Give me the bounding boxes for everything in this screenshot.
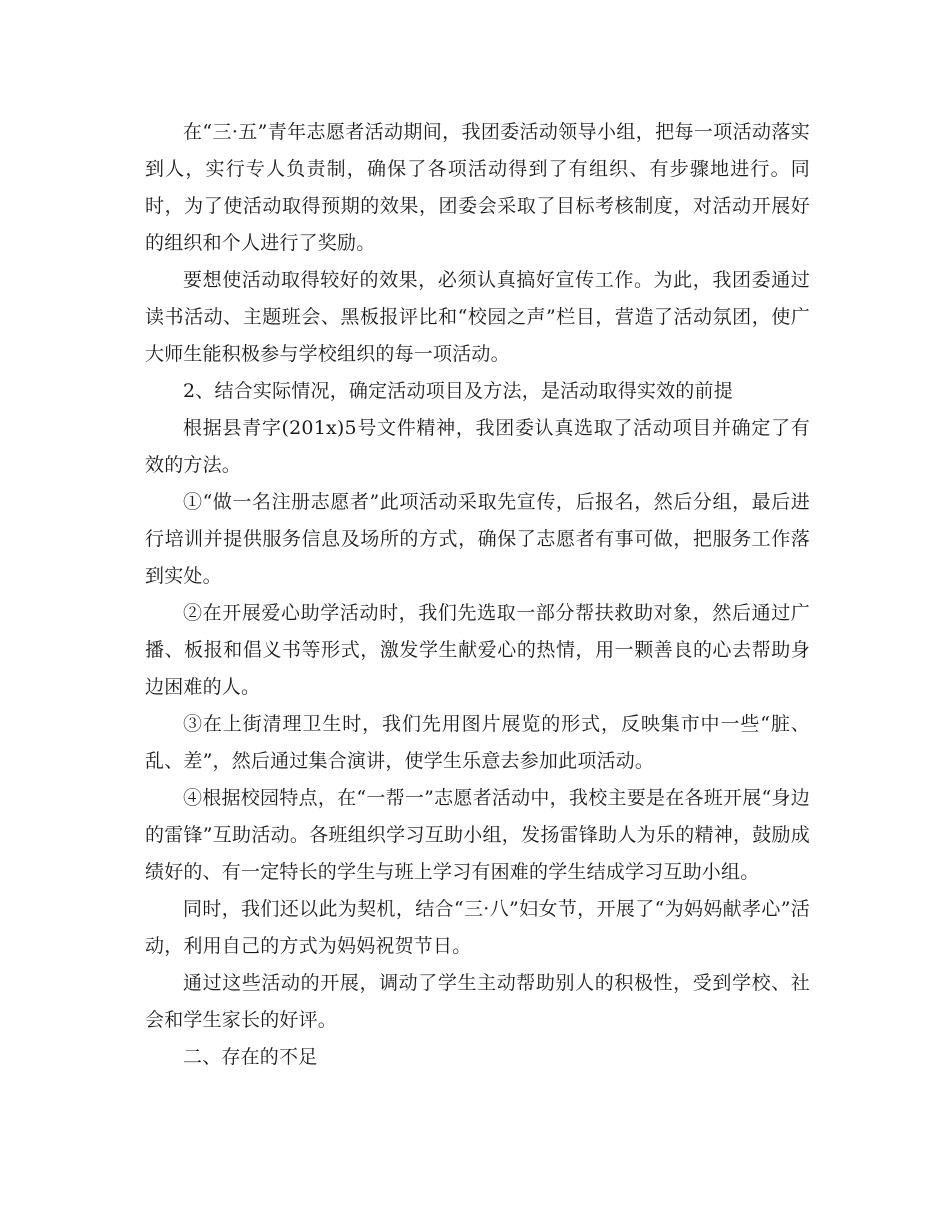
section-heading-shortcomings: 二、存在的不足 <box>183 1046 318 1068</box>
section-heading-2: 2、结合实际情况，确定活动项目及方法，是活动取得实效的前提 <box>183 380 733 402</box>
list-item-4: ④根据校园特点，在“一帮一”志愿者活动中，我校主要是在各班开展“身边的雷锋”互助活动。各班组织学习互助小组，发扬雷锋助人为乐的精神，鼓励成绩好的、有一定特长的学生与班上学习有困难的学生结成学习互助小组。 <box>145 787 810 883</box>
paragraph-3: 根据县青字(201x)5号文件精神，我团委认真选取了活动项目并确定了有效的方法。 <box>145 417 810 476</box>
paragraph-5: 通过这些活动的开展，调动了学生主动帮助别人的积极性，受到学校、社会和学生家长的好评。 <box>145 972 810 1031</box>
list-item-2: ②在开展爱心助学活动时，我们先选取一部分帮扶救助对象，然后通过广播、板报和倡义书等形式，激发学生献爱心的热情，用一颗善良的心去帮助身边困难的人。 <box>145 602 810 698</box>
document-body <box>145 114 810 1076</box>
list-item-3: ③在上街清理卫生时，我们先用图片展览的形式，反映集市中一些“脏、乱、差”，然后通过集合演讲，使学生乐意去参加此项活动。 <box>145 713 810 772</box>
paragraph-2: 要想使活动取得较好的效果，必须认真搞好宣传工作。为此，我团委通过读书活动、主题班会、黑板报评比和“校园之声”栏目，营造了活动氛团，使广大师生能积极参与学校组织的每一项活动。 <box>145 269 810 365</box>
paragraph-1: 在“三·五”青年志愿者活动期间，我团委活动领导小组，把每一项活动落实到人，实行专人负责制，确保了各项活动得到了有组织、有步骤地进行。同时，为了使活动取得预期的效果，团委会采取了目标考核制度，对活动开展好的组织和个人进行了奖励。 <box>145 121 810 254</box>
paragraph-4: 同时，我们还以此为契机，结合“三·八”妇女节，开展了“为妈妈献孝心”活动，利用自己的方式为妈妈祝贺节日。 <box>145 898 810 957</box>
list-item-1: ①“做一名注册志愿者”此项活动采取先宣传，后报名，然后分组，最后进行培训并提供服务信息及场所的方式，确保了志愿者有事可做，把服务工作落到实处。 <box>145 491 810 587</box>
